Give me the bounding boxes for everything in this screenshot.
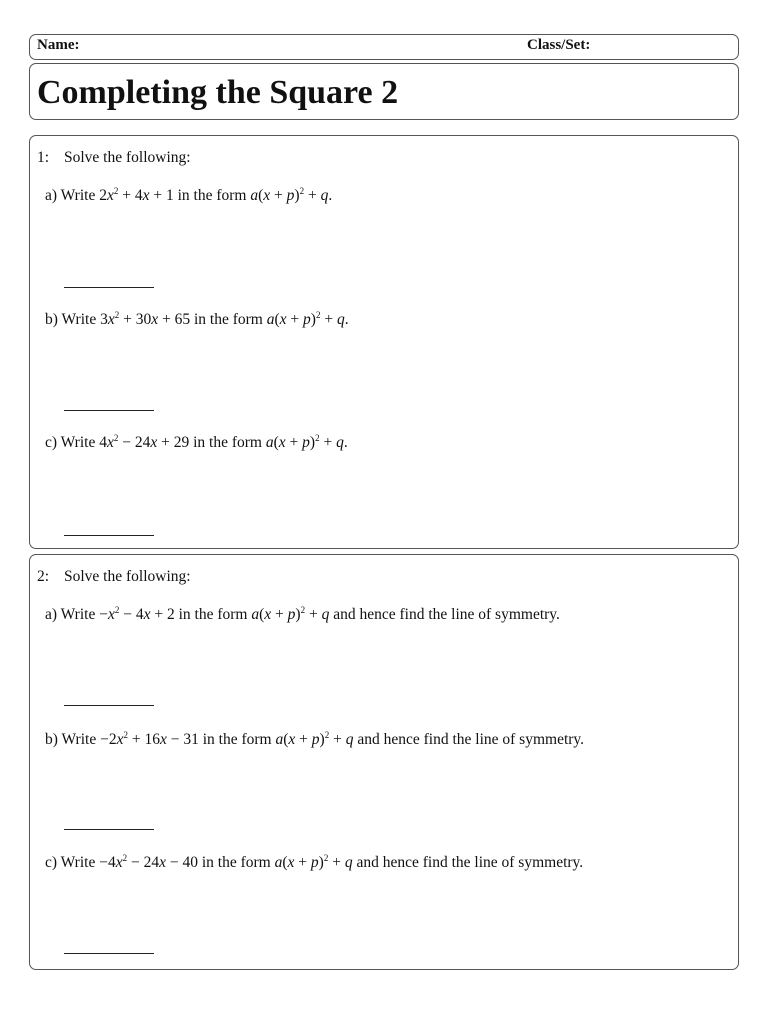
- question-2b: b) Write $-2x^2 + 16x - 31$ in the form $a(x + p)^2 + q$ and hence find the line of symmetry.: [45, 730, 585, 748]
- question-1a: a) Write $2x^2 + 4x + 1$ in the form $a(x + p)^2 + q$.: [45, 186, 333, 204]
- question-2-heading: [37, 568, 191, 586]
- worksheet-title: Completing the Square 2: [37, 74, 399, 111]
- question-instruction: Solve the following:: [64, 149, 191, 166]
- answer-line: [64, 829, 154, 830]
- question-2a: a) Write $-x^2 - 4x + 2$ in the form $a(x + p)^2 + q$ and hence find the line of symmetry.: [45, 605, 560, 623]
- answer-line: [64, 953, 154, 954]
- question-2c: c) Write $-4x^2 - 24x - 40$ in the form $a(x + p)^2 + q$ and hence find the line of symmetry.: [45, 853, 584, 871]
- answer-line: [64, 535, 154, 536]
- answer-line: [64, 705, 154, 706]
- question-1c: c) Write $4x^2 - 24x + 29$ in the form $a(x + p)^2 + q$.: [45, 433, 348, 451]
- answer-line: [64, 287, 154, 288]
- question-number: 2:: [37, 568, 50, 585]
- question-1-heading: [37, 149, 191, 167]
- question-1b: b) Write $3x^2 + 30x + 65$ in the form $a(x + p)^2 + q$.: [45, 310, 349, 328]
- name-class-box: [29, 34, 739, 60]
- question-instruction: Solve the following:: [64, 568, 191, 585]
- name-label: Name:: [37, 37, 80, 53]
- class-set-label: Class/Set:: [527, 37, 591, 53]
- answer-line: [64, 410, 154, 411]
- question-number: 1:: [37, 149, 50, 166]
